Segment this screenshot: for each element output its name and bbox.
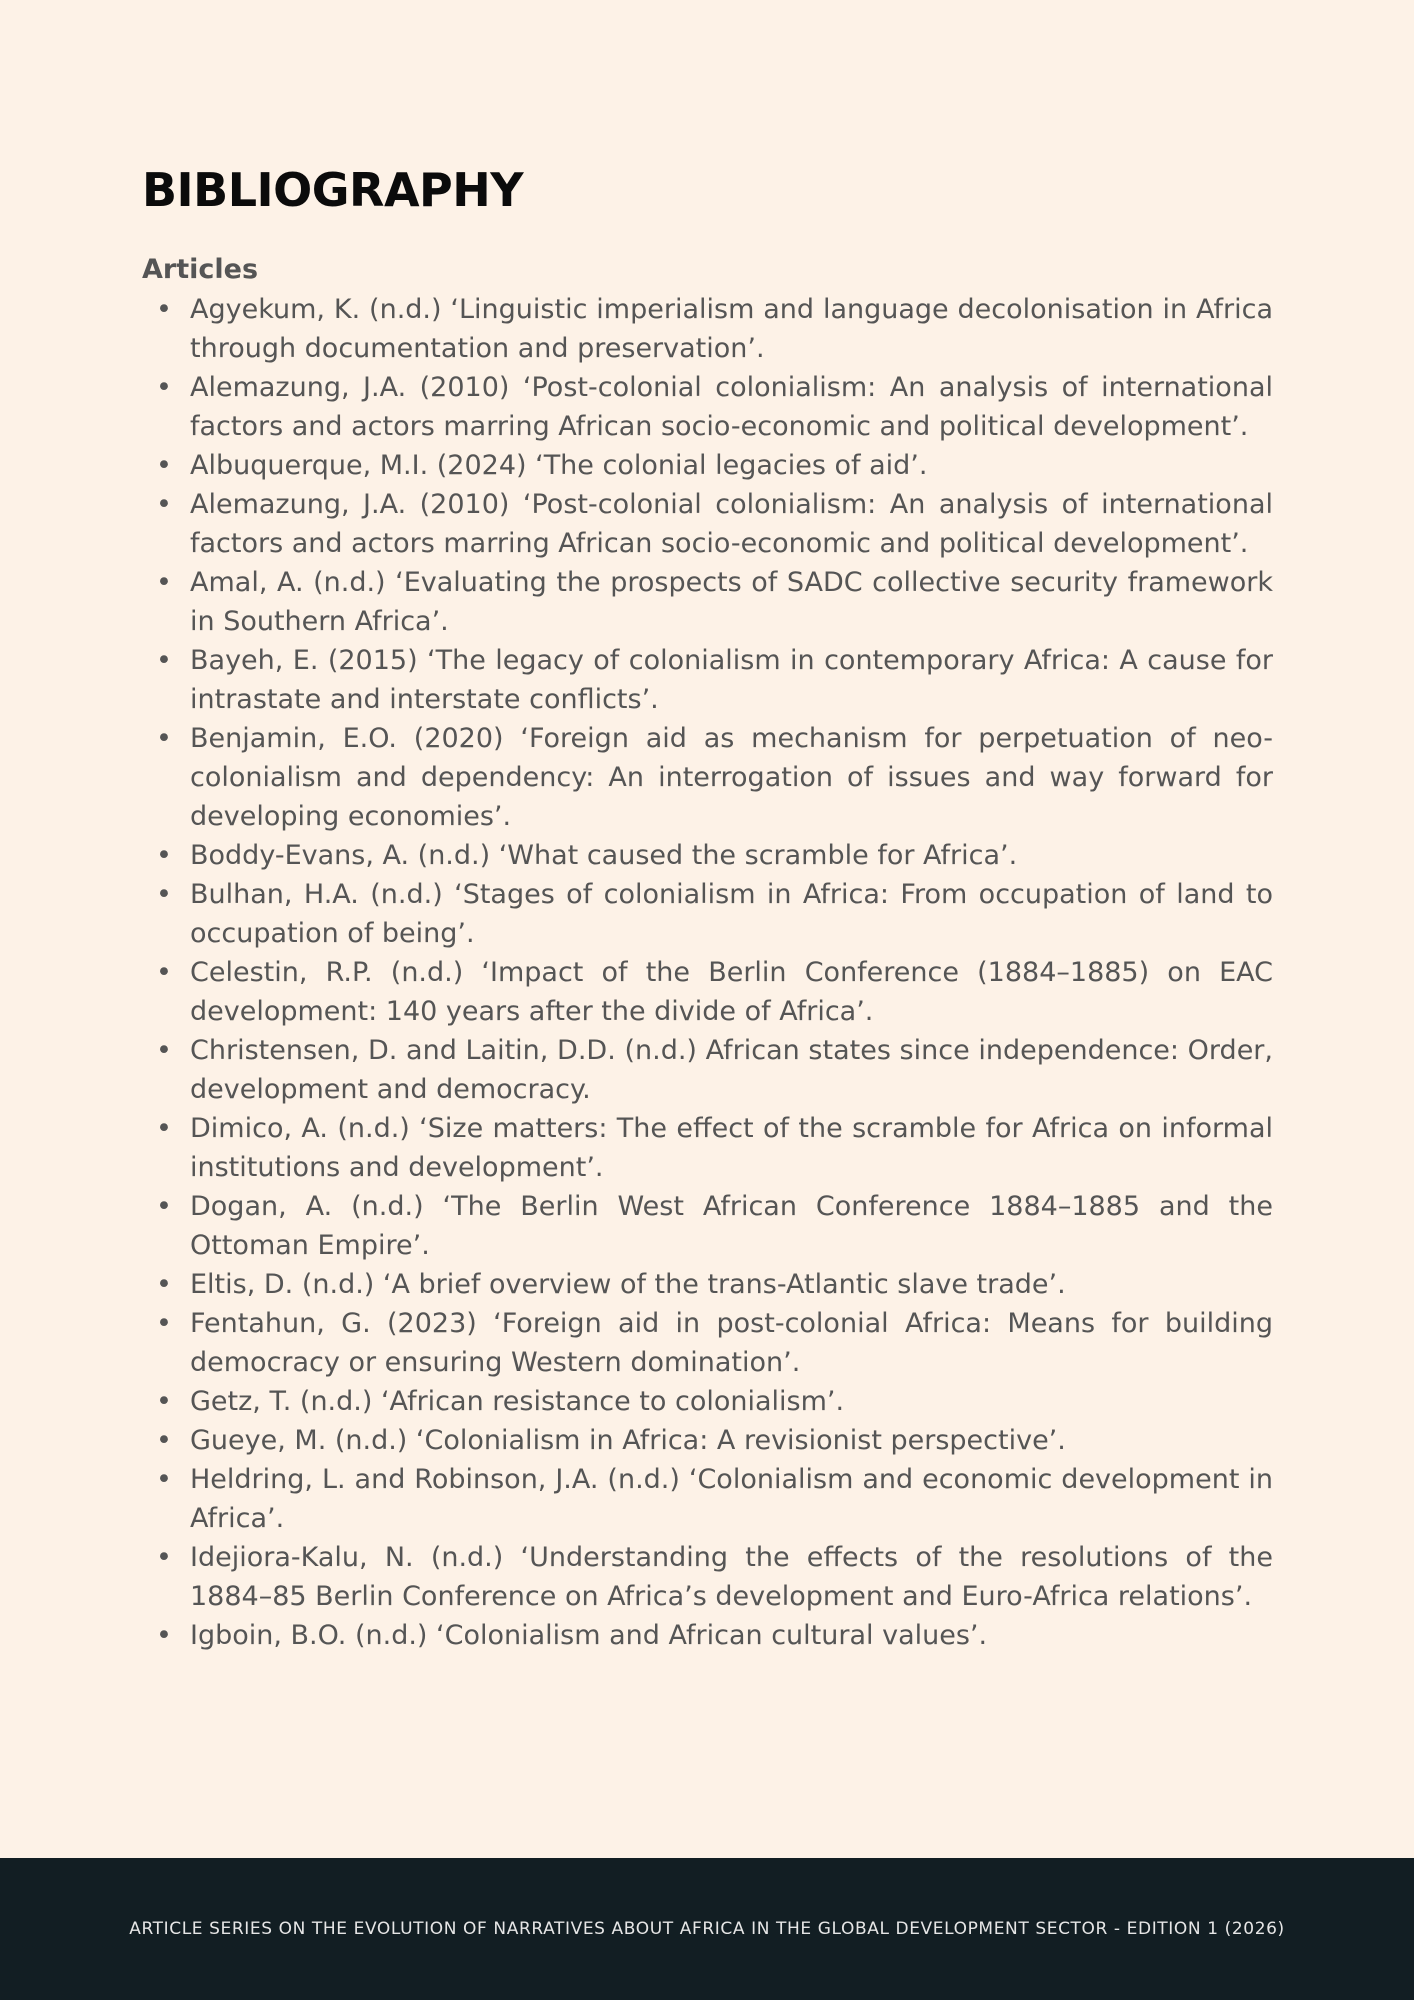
reference-item [142,1538,1273,1616]
page-footer [0,1858,1414,2000]
section-heading-articles: Articles [142,254,259,285]
reference-text: Dimico, A. (n.d.) ‘Size matters: The effect of the scramble for Africa on informal institutions and development’. [190,1113,1273,1183]
bullet-icon: • [156,1035,172,1066]
reference-item [142,719,1273,836]
reference-text: Alemazung, J.A. (2010) ‘Post-colonial colonialism: An analysis of international factors and actors marring African socio-economic and political development’. [190,372,1273,442]
reference-item [142,368,1273,446]
reference-text: Idejiora-Kalu, N. (n.d.) ‘Understanding the effects of the resolutions of the 1884–85 Berlin Conference on Africa’s development and Euro-Africa relations’. [190,1542,1273,1612]
reference-text: Fentahun, G. (2023) ‘Foreign aid in post-colonial Africa: Means for building democracy or ensuring Western domination’. [190,1308,1273,1378]
reference-item [142,836,1273,875]
reference-text: Dogan, A. (n.d.) ‘The Berlin West African Conference 1884–1885 and the Ottoman Empire’. [190,1191,1273,1261]
bullet-icon: • [156,1113,172,1144]
reference-item [142,953,1273,1031]
reference-item [142,485,1273,563]
bullet-icon: • [156,450,172,481]
reference-text: Alemazung, J.A. (2010) ‘Post-colonial colonialism: An analysis of international factors and actors marring African socio-economic and political development’. [190,489,1273,559]
reference-text: Agyekum, K. (n.d.) ‘Linguistic imperialism and language decolonisation in Africa through documentation and preservation’. [190,294,1273,364]
reference-item [142,1460,1273,1538]
bullet-icon: • [156,1542,172,1573]
reference-item [142,875,1273,953]
reference-item [142,1304,1273,1382]
reference-item [142,290,1273,368]
bullet-icon: • [156,567,172,598]
bullet-icon: • [156,1269,172,1300]
reference-item [142,1187,1273,1265]
reference-text: Igboin, B.O. (n.d.) ‘Colonialism and African cultural values’. [190,1620,988,1651]
bullet-icon: • [156,879,172,910]
bullet-icon: • [156,294,172,325]
page-title: BIBLIOGRAPHY [142,163,524,217]
reference-item [142,1031,1273,1109]
reference-item [142,1109,1273,1187]
bibliography-content [142,160,1273,1655]
bullet-icon: • [156,1386,172,1417]
reference-text: Amal, A. (n.d.) ‘Evaluating the prospects of SADC collective security framework in Southern Africa’. [190,567,1273,637]
bullet-icon: • [156,1620,172,1651]
reference-text: Heldring, L. and Robinson, J.A. (n.d.) ‘Colonialism and economic development in Africa’. [190,1464,1273,1534]
reference-text: Christensen, D. and Laitin, D.D. (n.d.) African states since independence: Order, development and democracy. [190,1035,1273,1105]
bullet-icon: • [156,1308,172,1339]
reference-text: Bulhan, H.A. (n.d.) ‘Stages of colonialism in Africa: From occupation of land to occupation of being’. [190,879,1273,949]
reference-item [142,1421,1273,1460]
bullet-icon: • [156,645,172,676]
reference-text: Celestin, R.P. (n.d.) ‘Impact of the Berlin Conference (1884–1885) on EAC development: 140 years after the divide of Africa’. [190,957,1273,1027]
bullet-icon: • [156,1464,172,1495]
bullet-icon: • [156,1191,172,1222]
reference-text: Eltis, D. (n.d.) ‘A brief overview of the trans-Atlantic slave trade’. [190,1269,1066,1300]
reference-text: Benjamin, E.O. (2020) ‘Foreign aid as mechanism for perpetuation of neo-colonialism and dependency: An interrogation of issues and way forward for developing economies’. [190,723,1273,832]
reference-item [142,1382,1273,1421]
reference-text: Getz, T. (n.d.) ‘African resistance to colonialism’. [190,1386,845,1417]
bullet-icon: • [156,489,172,520]
footer-text: ARTICLE SERIES ON THE EVOLUTION OF NARRATIVES ABOUT AFRICA IN THE GLOBAL DEVELOPMENT SECTOR - EDITION 1 (2026) [129,1919,1285,1939]
reference-item [142,641,1273,719]
reference-item [142,563,1273,641]
reference-item [142,1616,1273,1655]
reference-text: Albuquerque, M.I. (2024) ‘The colonial legacies of aid’. [190,450,928,481]
bullet-icon: • [156,723,172,754]
reference-text: Boddy-Evans, A. (n.d.) ‘What caused the scramble for Africa’. [190,840,1018,871]
bullet-icon: • [156,1425,172,1456]
reference-text: Gueye, M. (n.d.) ‘Colonialism in Africa: A revisionist perspective’. [190,1425,1066,1456]
bullet-icon: • [156,372,172,403]
reference-item [142,1265,1273,1304]
reference-text: Bayeh, E. (2015) ‘The legacy of colonialism in contemporary Africa: A cause for intrastate and interstate conflicts’. [190,645,1273,715]
bullet-icon: • [156,840,172,871]
reference-item [142,446,1273,485]
reference-list [142,290,1273,1655]
bullet-icon: • [156,957,172,988]
